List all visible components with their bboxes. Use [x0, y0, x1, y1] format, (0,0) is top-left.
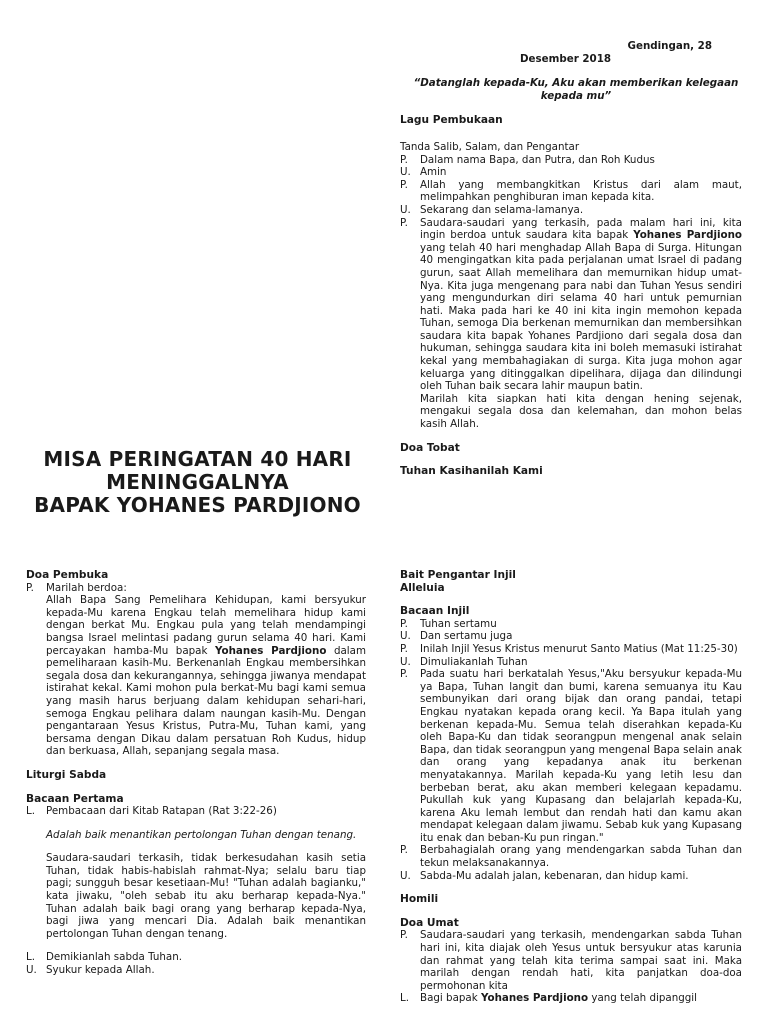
dialog-line: L. Bagi bapak Yohanes Pardjiono yang telah dipanggil — [400, 992, 698, 1005]
document-title — [0, 448, 395, 517]
left-bottom-column — [26, 569, 366, 977]
heading-bait-pengantar: Bait Pengantar Injil — [400, 569, 516, 581]
dialog-line: P. Dalam nama Bapa, dan Putra, dan Roh Kudus — [400, 153, 655, 166]
gospel-text: P. Pada suatu hari berkatalah Yesus,"Aku bersyukur kepada-Mu ya Bapa, Tuhan langit dan bumi, karena semuanya itu Kau sembunyikan dari orang bijak dan orang pandai, tetapi Engkau nyatakan kepada orang kecil. Ya Bapa itulah yang berkenan kepada-Mu. Semua telah diserahkan kepada-Ku oleh Bapa-Ku dan tidak seorangpun mengenal anak selain Bapa, dan tidak seorangpun yang mengenal Bapa selain anak dan orang yang kepadanya anak itu berkenan menyatakannya. Marilah kepada-Ku yang letih lesu dan berbeban berat, aku akan memberi kelegaan kepadamu. Pukullah kuk yang Kupasang dan belajarlah kepada-Ku, karena Aku lemah lembut dan rendah hati dan kamu akan mendapat kelegaan dalam jiwamu. Sebab kuk yang Kupasang itu enak dan beban-Ku pun ringan." — [400, 668, 742, 844]
heading-bacaan-pertama: Bacaan Pertama — [26, 792, 124, 805]
place-date: Gendingan, 28 — [627, 40, 712, 52]
reading-theme: Adalah baik menantikan pertolongan Tuhan dengan tenang. — [46, 828, 357, 841]
heading-homili: Homili — [400, 893, 439, 906]
reading-source: L. Pembacaan dari Kitab Ratapan (Rat 3:22-26) — [26, 805, 277, 818]
heading-tuhan-kasihanilah: Tuhan Kasihanilah Kami — [400, 465, 543, 478]
opening-quote: “Datanglah kepada-Ku, Aku akan memberikan kelegaan kepada mu” — [413, 77, 739, 102]
dialog-line: P. Inilah Injil Yesus Kristus menurut Santo Matius (Mat 11:25-30) — [400, 642, 738, 655]
title-line-1: MISA PERINGATAN 40 HARI — [43, 447, 352, 471]
intro-paragraph: P. Saudara-saudari yang terkasih, pada malam hari ini, kita ingin berdoa untuk saudara kita bapak Yohanes Pardjiono yang telah 40 hari menghadap Allah Bapa di Surga. Hitungan 40 mengingatkan kita pada perjalanan umat Israel di padang gurun, saat Allah memelihara dan memurnikan hidup umat-Nya. Kita juga mengenang para nabi dan Tuhan Yesus sendiri yang mengundurkan diri selama 40 hari untuk pemurnian hati. Maka pada hari ke 40 ini kita ingin memohon kepada Tuhan, semoga Dia berkenan memurnikan dan membersihkan saudara kita bapak Yohanes Pardjiono dari segala dosa dan hukuman, sehingga saudara kita ini boleh memasuki istirahat kekal yang membahagiakan di surga. Kita juga mohon agar keluarga yang ditinggalkan dipelihara, dijaga dan dilindungi oleh Tuhan baik secara lahir maupun batin. — [400, 216, 742, 393]
dialog-line: P. Saudara-saudari yang terkasih, mendengarkan sabda Tuhan hari ini, kita diajak oleh Yesus untuk bersyukur atas karunia dan rahmat yang telah kita terima sampai saat ini. Maka marilah dengan rendah hati, kita panjatkan doa-doa permohonan kita — [400, 929, 742, 992]
deceased-name: Yohanes Pardjiono — [633, 229, 742, 242]
heading-doa-tobat: Doa Tobat — [400, 441, 460, 454]
dialog-line: P. Tuhan sertamu — [400, 617, 497, 630]
dialog-line: U. Sabda-Mu adalah jalan, kebenaran, dan hidup kami. — [400, 869, 689, 882]
heading-doa-pembuka: Doa Pembuka — [26, 569, 109, 581]
dialog-line: P. Allah yang membangkitkan Kristus dari alam maut, melimpahkan penghiburan iman kepada kita. — [400, 178, 742, 204]
doa-pembuka-line: P. Marilah berdoa: — [26, 581, 127, 594]
dialog-line: L. Demikianlah sabda Tuhan. — [26, 951, 183, 964]
heading-doa-umat: Doa Umat — [400, 916, 459, 929]
tanda-salib: Tanda Salib, Salam, dan Pengantar — [400, 140, 580, 153]
place-date-2: Desember 2018 — [520, 52, 612, 65]
dialog-line: U. Syukur kepada Allah. — [26, 964, 155, 977]
heading-liturgi-sabda: Liturgi Sabda — [26, 768, 107, 781]
dialog-line: U. Dimuliakanlah Tuhan — [400, 655, 528, 668]
dialog-line: U. Amin — [400, 166, 447, 179]
intro-paragraph-2: Marilah kita siapkan hati kita dengan hening sejenak, mengakui segala dosa dan kelemahan, dan mohon belas kasih Allah. — [420, 392, 742, 431]
dialog-line: U. Sekarang dan selama-lamanya. — [400, 203, 584, 216]
dialog-line: U. Dan sertamu juga — [400, 630, 513, 643]
right-bottom-column — [400, 569, 742, 1005]
heading-bacaan-injil: Bacaan Injil — [400, 605, 470, 618]
title-line-2: MENINGGALNYA — [106, 470, 289, 494]
reading-text: Saudara-saudari terkasih, tidak berkesudahan kasih setia Tuhan, tidak habis-habislah rahmat-Nya; selalu baru tiap pagi; sungguh besar kesetiaan-Mu! "Tuhan adalah bagianku," kata jiwaku, "oleh sebab itu aku berharap kepada-Nya." Tuhan adalah baik bagi orang yang berharap kepada-Nya, bagi jiwa yang mencari Dia. Adalah baik menantikan pertolongan Tuhan dengan tenang. — [46, 852, 366, 940]
doa-pembuka-text: Allah Bapa Sang Pemelihara Kehidupan, kami bersyukur kepada-Mu karena Engkau telah memelihara hidup kami dengan berkat Mu. Engkau pula yang telah mendampingi bangsa Israel melintasi padang gurun selama 40 hari. Kami percayakan hamba-Mu bapak Yohanes Pardjiono dalam pemeliharaan kasih-Mu. Berkenanlah Engkau membersihkan segala dosa dan kekurangannya, sehingga jiwanya mendapat istirahat kekal. Kami mohon pula berkat-Mu bagi kami semua yang masih harus berjuang dalam kehidupan sehari-hari, semoga Engkau pelihara dalam naungan kasih-Mu. Dengan pengantaraan Yesus Kristus, Putra-Mu, Tuhan kami, yang bersama dengan Dikau dalam persatuan Roh Kudus, hidup dan berkuasa, Allah, sepanjang segala masa. — [46, 594, 366, 758]
deceased-name: Yohanes Pardjiono — [215, 644, 327, 657]
deceased-name: Yohanes Pardjiono — [480, 992, 589, 1005]
dialog-line: P. Berbahagialah orang yang mendengarkan sabda Tuhan dan tekun melaksanakannya. — [400, 844, 742, 870]
heading-alleluia: Alleluia — [400, 581, 445, 594]
title-line-3: BAPAK YOHANES PARDJIONO — [34, 493, 361, 517]
right-top-column — [400, 40, 742, 478]
heading-lagu-pembukaan: Lagu Pembukaan — [400, 114, 503, 127]
